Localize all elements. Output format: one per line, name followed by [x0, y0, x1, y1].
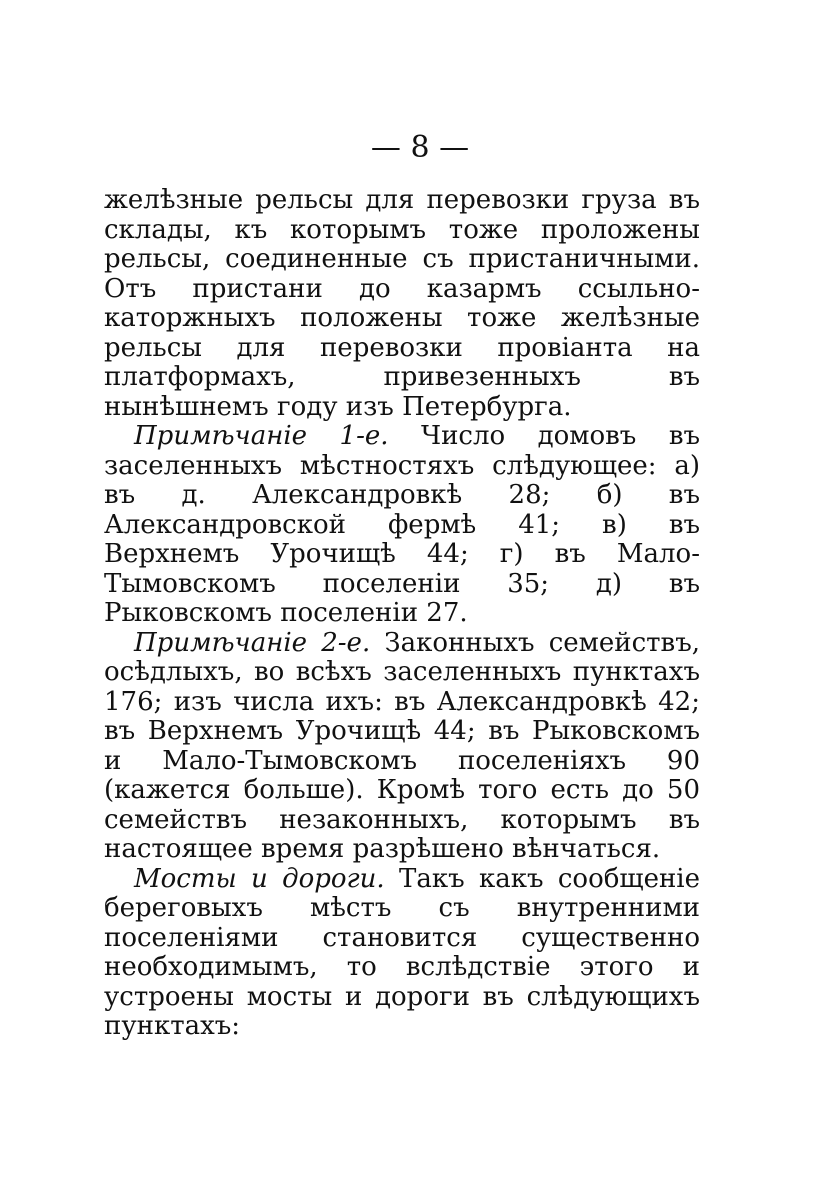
paragraph-text: Такъ какъ сообщеніе береговыхъ мѣстъ съ внутренними поселеніями становится существенно необходимымъ, то вслѣдствіе этого и устроены мосты и дороги въ слѣдующихъ пунктахъ: — [104, 863, 700, 1041]
paragraph-bridges-and-roads — [104, 865, 700, 1042]
paragraph-note-2 — [104, 629, 700, 865]
note-heading: Примѣчаніе 1-е. — [134, 421, 389, 451]
body-text — [104, 186, 700, 1042]
paragraph-continuation — [104, 186, 700, 422]
paragraph-text: Законныхъ семействъ, осѣдлыхъ, во всѣхъ заселенныхъ пунктахъ 176; изъ числа ихъ: въ Александровкѣ 42; въ Верхнемъ Урочищѣ 44; въ Рыковскомъ и Мало-Тымовскомъ поселеніяхъ 90 (кажется больше). Кромѣ того есть до 50 семействъ незаконныхъ, которымъ въ настоящее время разрѣшено вѣнчаться. — [104, 627, 700, 864]
section-heading: Мосты и дороги. — [134, 863, 385, 894]
paragraph-text: желѣзные рельсы для перевозки груза въ склады, къ которымъ тоже проложены рельсы, соединенные съ пристаничными. Отъ пристани до казармъ ссыльно-каторжныхъ положены тоже желѣзные рельсы для перевозки провіанта на платформахъ, привезенныхъ въ нынѣшнемъ году изъ Петербурга. — [104, 185, 700, 422]
paragraph-note-1 — [104, 422, 700, 629]
page-number: — 8 — — [370, 130, 470, 165]
paragraph-text: Число домовъ въ заселенныхъ мѣстностяхъ слѣдующее: а) въ д. Александровкѣ 28; б) въ Александровской фермѣ 41; в) въ Верхнемъ Урочищѣ 44; г) въ Мало-Тымовскомъ поселеніи 35; д) въ Рыковскомъ поселеніи 27. — [104, 421, 700, 628]
note-heading: Примѣчаніе 2-е. — [134, 627, 371, 658]
